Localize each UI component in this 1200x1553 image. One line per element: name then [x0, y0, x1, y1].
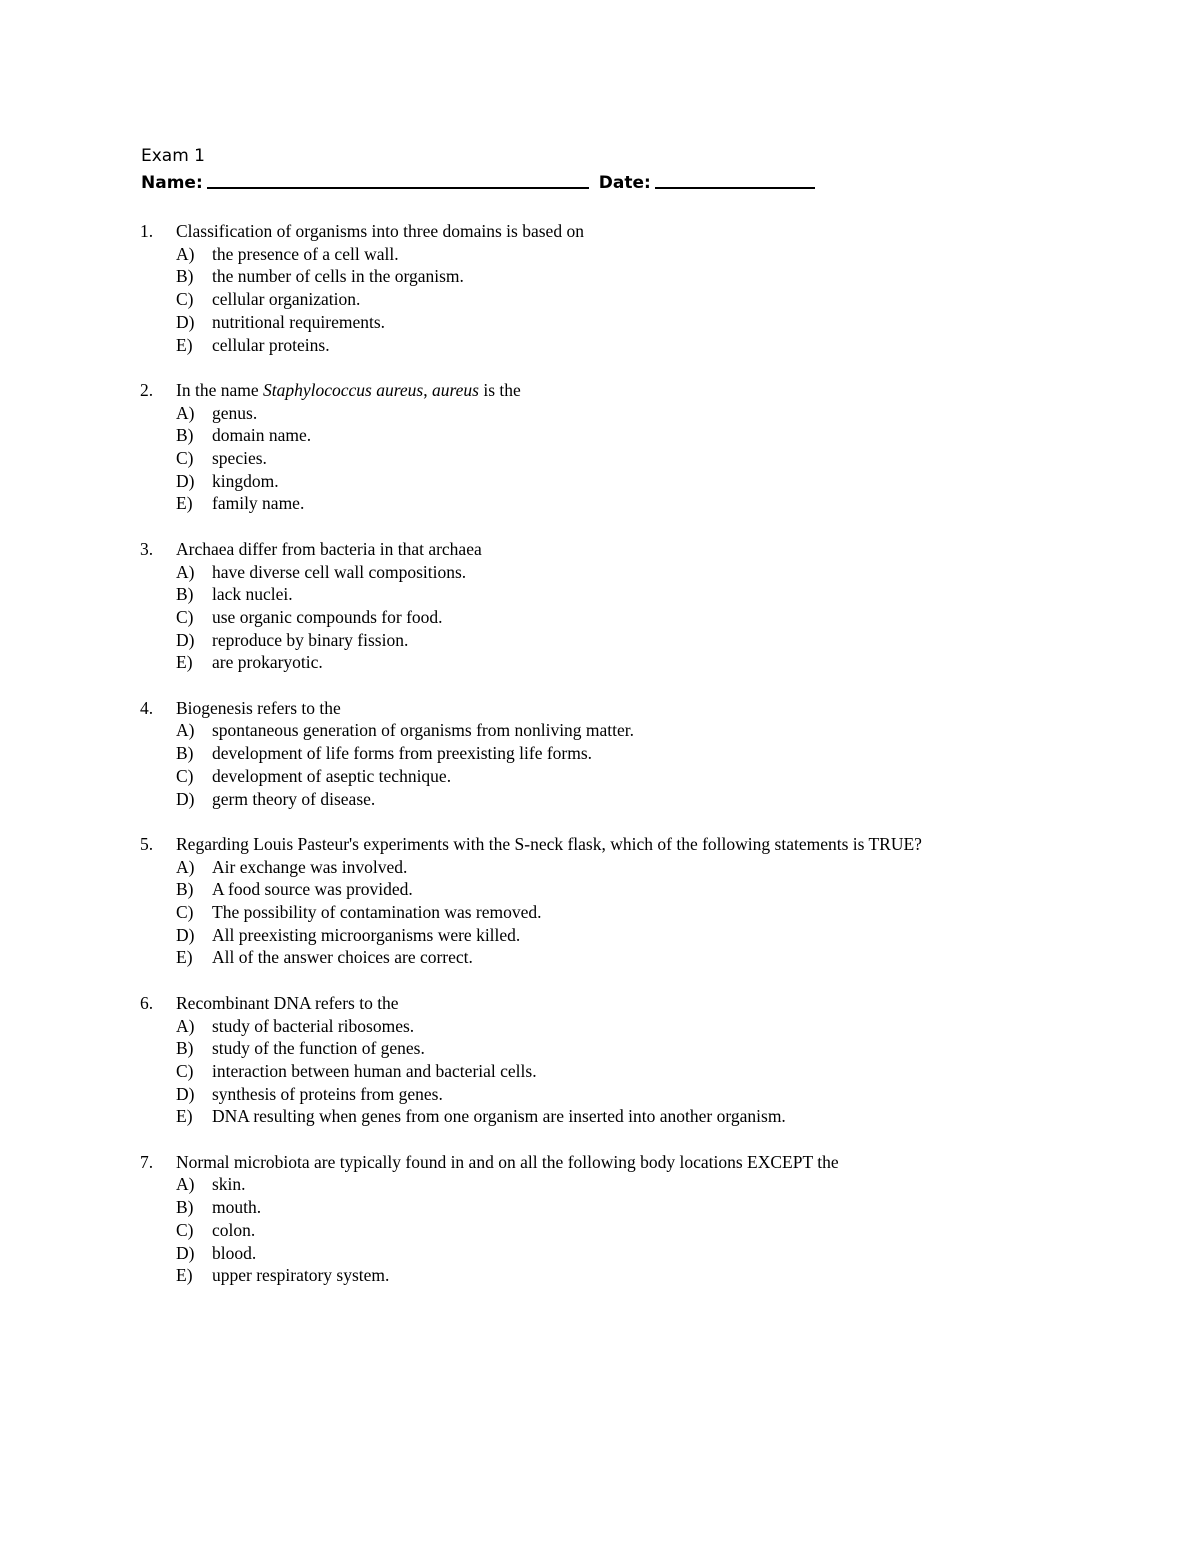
choice-text: All preexisting microorganisms were killed.	[212, 924, 521, 945]
choice-letter: D)	[176, 788, 195, 809]
choice-text: genus.	[212, 402, 258, 423]
answer-choice	[140, 878, 1100, 901]
answer-choice	[140, 924, 1100, 947]
question-text: Normal microbiota are typically found in and on all the following body locations EXCEPT the	[176, 1151, 839, 1172]
choice-letter: C)	[176, 1060, 194, 1081]
choice-text: upper respiratory system.	[212, 1265, 390, 1286]
choice-text: the number of cells in the organism.	[212, 266, 464, 287]
answer-choice	[140, 1173, 1100, 1196]
question-text: Regarding Louis Pasteur's experiments with the S-neck flask, which of the following statements is TRUE?	[176, 833, 922, 854]
choice-text: development of life forms from preexisting life forms.	[212, 743, 593, 764]
choice-letter: D)	[176, 311, 195, 332]
answer-choice	[140, 651, 1100, 674]
choice-letter: D)	[176, 629, 195, 650]
choice-letter: E)	[176, 1265, 193, 1286]
choice-letter: E)	[176, 947, 193, 968]
choice-text: Air exchange was involved.	[212, 856, 408, 877]
choice-letter: C)	[176, 289, 194, 310]
question-number: 6.	[140, 992, 154, 1013]
question-text	[176, 379, 521, 402]
choice-letter: D)	[176, 1242, 195, 1263]
choice-letter: A)	[176, 402, 195, 423]
answer-choice	[140, 424, 1100, 447]
question-text: Biogenesis refers to the	[176, 697, 341, 718]
choice-letter: D)	[176, 470, 195, 491]
answer-choice	[140, 1264, 1100, 1287]
choice-letter: B)	[176, 1038, 194, 1059]
answer-choice	[140, 402, 1100, 425]
choice-text: the presence of a cell wall.	[212, 243, 399, 264]
answer-choice	[140, 334, 1100, 357]
choice-text: are prokaryotic.	[212, 652, 323, 673]
question-number: 5.	[140, 833, 154, 854]
species-name: Staphylococcus aureus	[262, 379, 424, 400]
choice-letter: C)	[176, 765, 194, 786]
exam-header	[141, 143, 815, 197]
choice-text: DNA resulting when genes from one organism are inserted into another organism.	[212, 1106, 786, 1127]
choice-text: species.	[212, 448, 267, 469]
answer-choice	[140, 1196, 1100, 1219]
choice-letter: E)	[176, 1106, 193, 1127]
choice-text: germ theory of disease.	[212, 788, 376, 809]
choice-letter: B)	[176, 425, 194, 446]
stem-suffix: is the	[478, 379, 521, 400]
question-stem	[140, 992, 1100, 1015]
choice-letter: B)	[176, 1197, 194, 1218]
question-2	[140, 379, 1100, 515]
question-stem	[140, 833, 1100, 856]
choice-text: family name.	[212, 493, 305, 514]
answer-choice	[140, 1083, 1100, 1106]
question-number: 1.	[140, 221, 154, 241]
question-number: 4.	[140, 697, 154, 718]
choice-letter: B)	[176, 879, 194, 900]
choice-text: skin.	[212, 1174, 246, 1195]
choice-text: domain name.	[212, 425, 312, 446]
choice-letter: C)	[176, 902, 194, 923]
question-list	[140, 220, 1100, 1310]
answer-choice	[140, 583, 1100, 606]
answer-choice	[140, 447, 1100, 470]
choice-text: have diverse cell wall compositions.	[212, 561, 467, 582]
choice-letter: B)	[176, 584, 194, 605]
question-5	[140, 833, 1100, 969]
answer-choice	[140, 856, 1100, 879]
answer-choice	[140, 561, 1100, 584]
choice-text: study of the function of genes.	[212, 1038, 425, 1059]
choice-letter: A)	[176, 720, 195, 741]
choice-text: use organic compounds for food.	[212, 606, 443, 627]
choice-text: mouth.	[212, 1197, 262, 1218]
choice-text: The possibility of contamination was removed.	[212, 902, 542, 923]
question-text: Classification of organisms into three domains is based on	[176, 221, 584, 241]
answer-choice	[140, 1060, 1100, 1083]
answer-choice	[140, 492, 1100, 515]
answer-choice	[140, 946, 1100, 969]
choice-letter: E)	[176, 334, 193, 355]
answer-choice	[140, 470, 1100, 493]
choice-text: development of aseptic technique.	[212, 765, 452, 786]
choice-letter: B)	[176, 266, 194, 287]
answer-choice	[140, 265, 1100, 288]
exam-title: Exam 1	[141, 146, 205, 166]
answer-choice	[140, 311, 1100, 334]
choice-text: reproduce by binary fission.	[212, 629, 409, 650]
choice-text: kingdom.	[212, 470, 279, 491]
date-label: Date:	[598, 173, 651, 193]
choice-letter: C)	[176, 448, 194, 469]
answer-choice	[140, 243, 1100, 266]
choice-text: cellular proteins.	[212, 334, 330, 355]
question-stem	[140, 220, 1100, 243]
choice-letter: A)	[176, 243, 195, 264]
answer-choice	[140, 742, 1100, 765]
answer-choice	[140, 719, 1100, 742]
choice-text: blood.	[212, 1242, 257, 1263]
question-number: 2.	[140, 379, 154, 400]
question-stem	[140, 1151, 1100, 1174]
choice-text: interaction between human and bacterial cells.	[212, 1060, 537, 1081]
stem-prefix: In the name	[176, 379, 263, 400]
question-number: 7.	[140, 1151, 154, 1172]
answer-choice	[140, 629, 1100, 652]
choice-letter: D)	[176, 1083, 195, 1104]
name-label: Name:	[141, 173, 203, 193]
question-3	[140, 538, 1100, 674]
choice-letter: C)	[176, 1219, 194, 1240]
choice-letter: C)	[176, 606, 194, 627]
question-stem	[140, 379, 1100, 402]
answer-choice	[140, 1105, 1100, 1128]
answer-choice	[140, 788, 1100, 811]
choice-letter: A)	[176, 561, 195, 582]
answer-choice	[140, 1242, 1100, 1265]
choice-text: synthesis of proteins from genes.	[212, 1083, 443, 1104]
choice-letter: A)	[176, 1174, 195, 1195]
choice-letter: E)	[176, 493, 193, 514]
answer-choice	[140, 1037, 1100, 1060]
choice-letter: B)	[176, 743, 194, 764]
choice-text: nutritional requirements.	[212, 311, 386, 332]
choice-text: colon.	[212, 1219, 256, 1240]
question-6	[140, 992, 1100, 1128]
name-blank	[207, 170, 589, 189]
answer-choice	[140, 1219, 1100, 1242]
choice-letter: D)	[176, 924, 195, 945]
question-number: 3.	[140, 538, 154, 559]
question-stem	[140, 538, 1100, 561]
choice-text: All of the answer choices are correct.	[212, 947, 473, 968]
choice-text: spontaneous generation of organisms from nonliving matter.	[212, 720, 635, 741]
species-epithet: aureus	[431, 379, 479, 400]
choice-letter: A)	[176, 1015, 195, 1036]
question-4	[140, 697, 1100, 811]
choice-letter: A)	[176, 856, 195, 877]
stem-middle: ,	[423, 379, 432, 400]
choice-text: lack nuclei.	[212, 584, 293, 605]
name-date-line	[141, 170, 815, 197]
choice-letter: E)	[176, 652, 193, 673]
choice-text: A food source was provided.	[212, 879, 413, 900]
choice-text: cellular organization.	[212, 289, 361, 310]
answer-choice	[140, 606, 1100, 629]
answer-choice	[140, 288, 1100, 311]
answer-choice	[140, 901, 1100, 924]
choice-text: study of bacterial ribosomes.	[212, 1015, 415, 1036]
question-1	[140, 220, 1100, 356]
question-text: Recombinant DNA refers to the	[176, 992, 399, 1013]
date-blank	[655, 170, 815, 189]
question-stem	[140, 697, 1100, 720]
answer-choice	[140, 765, 1100, 788]
question-7	[140, 1151, 1100, 1287]
question-text: Archaea differ from bacteria in that archaea	[176, 538, 482, 559]
answer-choice	[140, 1015, 1100, 1038]
